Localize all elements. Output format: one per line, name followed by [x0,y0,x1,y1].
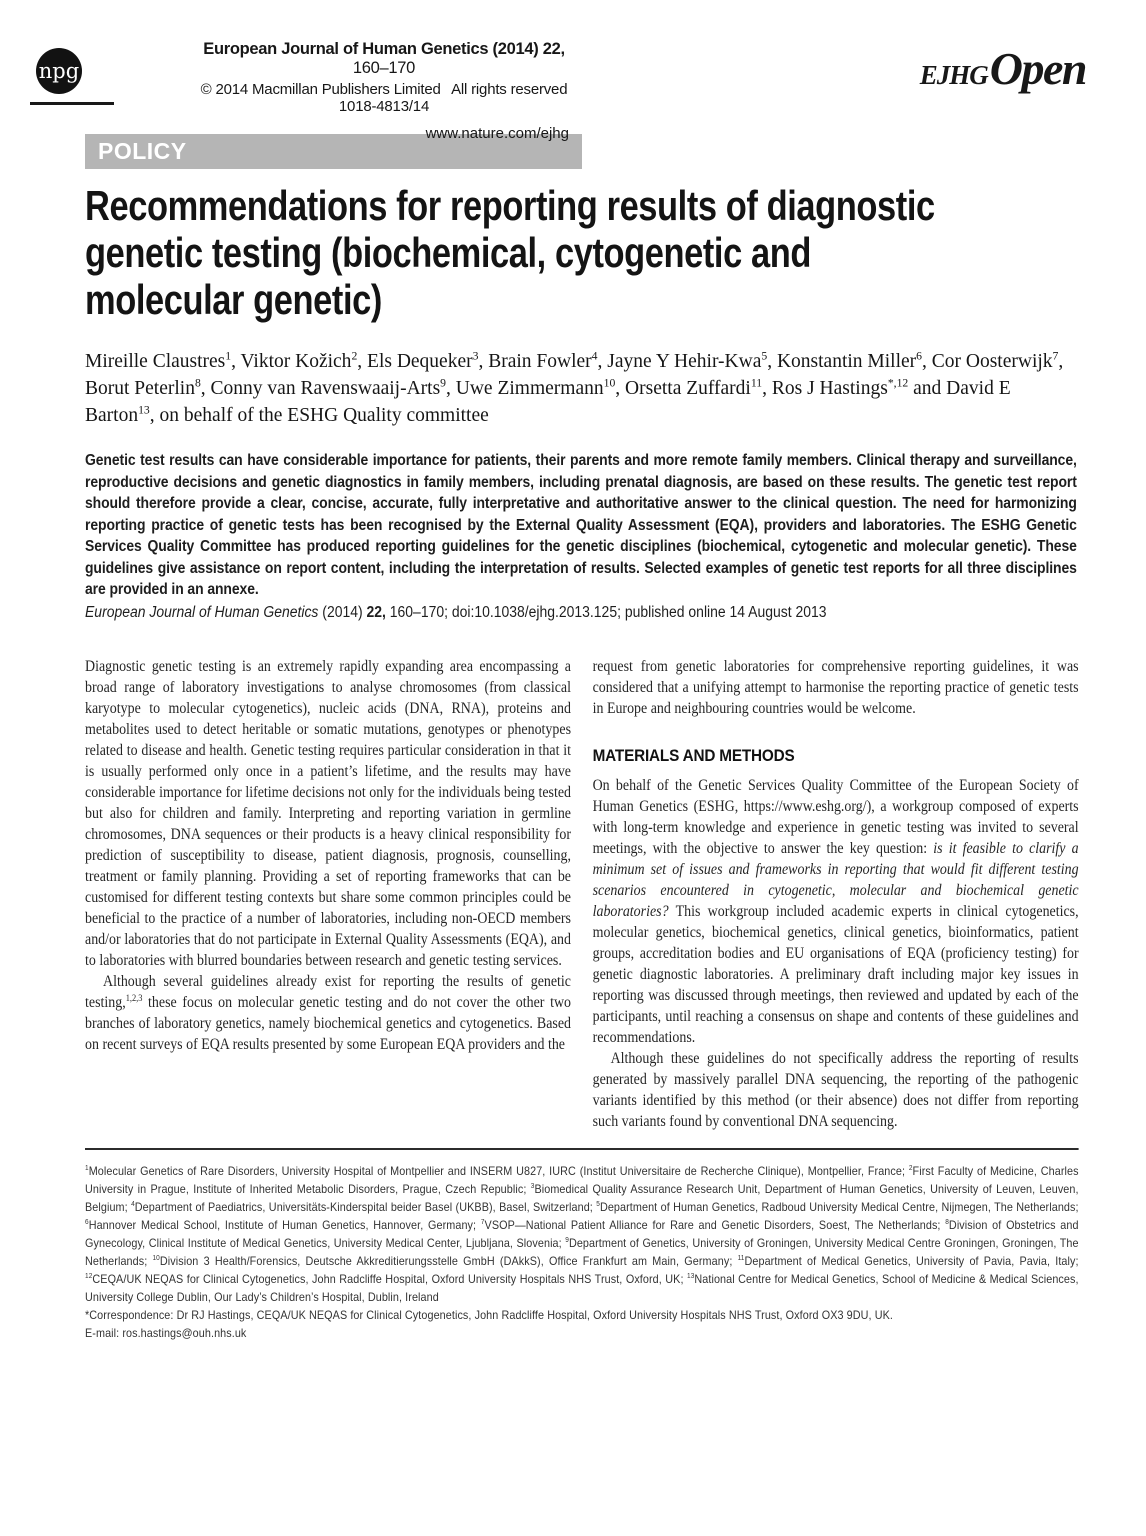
body-paragraph-sequencing-note: Although these guidelines do not specifically address the reporting of results generated by massively parallel DNA sequencing, the reporting of the pathogenic variants identified by this method (or their absence) does not differ from reporting such variants found by conventional DNA sequencing. [592,1049,1079,1130]
body-columns [85,656,1079,1132]
right-column [593,656,1079,1132]
email-line: E-mail: ros.hastings@ouh.nhs.uk [85,1325,247,1340]
citation-line: European Journal of Human Genetics (2014) 22, 160–170; doi:10.1038/ejhg.2013.125; published online 14 August 2013 [85,603,827,621]
correspondence-note: *Correspondence: Dr RJ Hastings, CEQA/UK NEQAS for Clinical Cytogenetics, John Radcliffe Hospital, Oxford University Hospitals NHS Trust, Oxford OX3 9DU, UK. [85,1307,894,1322]
npg-logo: npg [36,48,82,94]
abstract-section [85,450,1077,624]
open-logo-text: Open [989,43,1086,94]
journal-info [185,40,583,142]
left-column [85,656,571,1132]
article-title-line-3: molecular genetic) [85,276,382,323]
author-list: Mireille Claustres$^1$, Viktor Kožich$^2$, Els Dequeker$^3$, Brain Fowler$^4$, Jayne Y Hehir-Kwa$^5$, Konstantin Miller$^6$, Cor Oosterwijk$^7$, Borut Peterlin$^8$, Conny van Ravenswaaij-Arts$^9$, Uwe Zimmermann$^{10}$, Orsetta Zuffardi$^{11}$, Ros J Hastings$^{*,12}$ and David E Barton$^{13}$, on behalf of the ESHG Quality committee [85,349,1064,426]
body-paragraph-methods: On behalf of the Genetic Services Quality Committee of the European Society of Human Genetics (ESHG, https://www.eshg.org/), a workgroup composed of experts with long-term knowledge and experience in genetic testing was invited to several meetings, with the objective to answer the key question: is it feasible to clarify a minimum set of issues and frameworks in reporting that would fit different testing scenarios encountered in cytogenetic, molecular and biochemical genetic laboratories? This workgroup included academic experts in clinical cytogenetics, molecular genetics, biochemical genetics, clinical genetics, bioinformatics, patient groups, accreditation bodies and EU organisations of EQA (proficiency testing) for genetic diagnostic laboratories. A preliminary draft including major key issues in reporting was discussed through meetings, then reviewed and updated by each of the participants, until reaching a consensus on shape and contents of these guidelines and recommendations. [592,776,1079,1046]
body-paragraph-guidelines: Although several guidelines already exist for reporting the results of genetic testing,$^{1,2,3}$ these focus on molecular genetic testing and do not cover the other two branches of laboratory genetics, namely biochemical genetics and cytogenetics. Based on recent surveys of EQA results presented by some European EQA providers and the [85,972,571,1053]
footnote-rule [85,1148,1079,1150]
footnotes [85,1148,1079,1342]
abstract-text: Genetic test results can have considerable importance for patients, their parents and more remote family members. Clinical therapy and surveillance, reproductive decisions and genetic diagnostics in family members, including prenatal diagnosis, are based on these results. The genetic test report should therefore provide a clear, concise, accurate, fully interpretative and authoritative answer to the clinical question. The need for harmonizing reporting practice of genetic tests has been recognised by the External Quality Assessment (EQA), providers and laboratories. The ESHG Genetic Services Quality Committee has produced reporting guidelines for the genetic disciplines (biochemical, cytogenetic and molecular genetic). These guidelines give assistance on report content, including the interpretation of results. Selected examples of genetic test reports for all three disciplines are provided in an annexe. [85,452,1077,598]
journal-website: www.nature.com/ejhg [425,125,569,142]
affiliations-footnote: $^1$Molecular Genetics of Rare Disorders, University Hospital of Montpellier and INSERM U827, IURC (Institut Universitaire de Recherche Clinique), Montpellier, France; $^2$First Faculty of Medicine, Charles University in Prague, Institute of Inherited Metabolic Disorders, Prague, Czech Republic; $^3$Biomedical Quality Assurance Research Unit, Department of Human Genetics, University of Leuven, Leuven, Belgium; $^4$Department of Paediatrics, Universitäts-Kinderspital beider Basel (UKBB), Basel, Switzerland; $^5$Department of Human Genetics, Radboud University Medical Centre, Nijmegen, The Netherlands; $^6$Hannover Medical School, Institute of Human Genetics, Hannover, Germany; $^7$VSOP—National Patient Alliance for Rare and Genetic Disorders, Soest, The Netherlands; $^8$Division of Obstetrics and Gynecology, Clinical Institute of Medical Genetics, University Medical Center, Ljubljana, Slovenia; $^9$Department of Genetics, University of Groningen, University Medical Centre Groningen, Groningen, The Netherlands; $^{10}$Division 3 Health/Forensics, Deutsche Akkreditierungsstelle GmbH (DAkkS), Office Frankfurt am Main, Germany; $^{11}$Department of Medical Genetics, University of Pavia, Pavia, Italy; $^{12}$CEQA/UK NEQAS for Clinical Cytogenetics, John Radcliffe Hospital, Oxford University Hospitals NHS Trust, Oxford, UK; $^{13}$National Centre for Medical Genetics, School of Medicine & Medical Sciences, University College Dublin, Our Lady’s Children’s Hospital, Dublin, Ireland [85,1162,1079,1304]
ejhg-logo-text: EJHG [919,60,988,90]
body-paragraph-continuation: request from genetic laboratories for comprehensive reporting guidelines, it was considered that a unifying attempt to harmonise the reporting practice of genetic tests in Europe and neighbouring countries would be welcome. [592,657,1079,717]
article-title [85,182,1146,323]
article-title-line-2: genetic testing (biochemical, cytogenetic and [85,229,812,276]
ejhg-open-logo [920,42,1086,95]
copyright-line: © 2014 Macmillan Publishers Limited All rights reserved 1018-4813/14 [200,81,568,115]
journal-citation: European Journal of Human Genetics (2014) 22, 160–170 [203,40,565,77]
body-paragraph-intro: Diagnostic genetic testing is an extremely rapidly expanding area encompassing a broad range of laboratory investigations to analyse chromosomes (from classical karyotype to molecular cytogenetics), nucleic acids (DNA, RNA), proteins and metabolites used to detect heritable or somatic mutations, genotypes or phenotypes related to disease and health. Genetic testing requires particular consideration in that it is usually performed only once in a patient’s lifetime, and the results may have considerable importance for lifetime decisions not only for the individuals being tested but also for children and family. Interpreting and reporting variation in germline chromosomes, DNA sequences or their products is a heavy clinical responsibility for prediction of susceptibility to disease, patient diagnosis, prognosis, counselling, treatment or family planning. Providing a set of reporting frameworks that can be customised for different testing contexts but share some common principles could be beneficial to the practice of a number of laboratories, including non-OECD members and/or laboratories that do not participate in External Quality Assessments (EQA), and to laboratories with blurred boundaries between research and genetic testing services. [85,657,571,969]
npg-logo-rule [30,102,114,105]
article-title-line-1: Recommendations for reporting results of diagnostic [85,182,935,229]
section-heading-materials-and-methods: MATERIALS AND METHODS [592,745,795,765]
policy-banner: POLICY [85,134,582,169]
masthead [0,0,1146,142]
